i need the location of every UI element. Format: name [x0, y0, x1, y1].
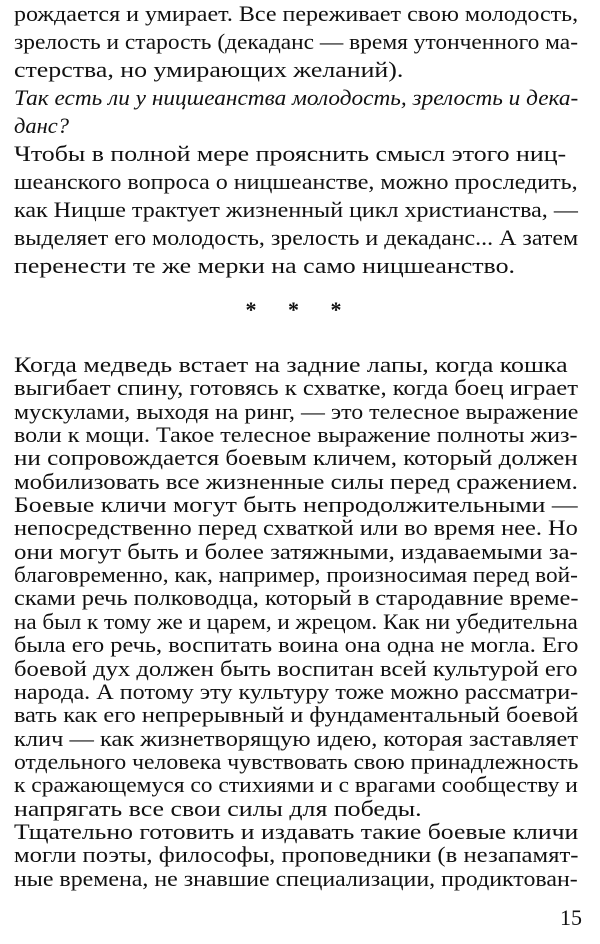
text-line: благовременно, как, например, произносимая перед вой- [14, 562, 578, 588]
text-line: мускулами, выходя на ринг, — это телесное выражение [14, 398, 579, 424]
text-line: мобилизовать все жизненные силы перед сражением. [14, 468, 578, 494]
text-line: напрягать все свои силы для победы. [14, 795, 422, 821]
text-line: непосредственно перед схваткой или во время нее. Но [14, 515, 578, 541]
text-line: перенести те же мерки на само ницшеанство. [14, 253, 515, 278]
text-line: клич — как жизнетворящую идею, которая заставляет [14, 725, 579, 751]
section-separator: * * * [245, 297, 355, 322]
text-line: Боевые кличи могут быть непродолжительными — [14, 492, 578, 518]
text-line: вать как его непрерывный и фундаментальный боевой [14, 702, 579, 728]
text-line: могли поэты, философы, проповедники (в незапамят- [14, 842, 579, 868]
text-line: к сражающемуся со стихиями и с врагами сообществу и [14, 772, 578, 798]
text-line: они могут быть и более затяжными, издаваемыми за- [14, 538, 578, 564]
text-line: стерства, но умирающих желаний). [14, 57, 404, 82]
text-line: сками речь полководца, который в стародавние време- [14, 585, 579, 611]
text-line: отдельного человека чувствовать свою принадлежность [14, 748, 579, 774]
text-line: шеанского вопроса о ницшеанстве, можно проследить, [14, 169, 578, 194]
text-line: Когда медведь встает на задние лапы, когда кошка [14, 352, 568, 377]
text-line: выделяет его молодость, зрелость и декаданс... А затем [14, 225, 579, 250]
text-line: народа. А потому эту культуру тоже можно рассматри- [14, 678, 579, 704]
text-line-italic: данс? [14, 113, 70, 138]
text-line: ные времена, не знавшие специализации, продиктован- [14, 865, 578, 891]
text-line-italic: Так есть ли у ницшеанства молодость, зрелость и дека- [14, 85, 579, 110]
text-line: выгибает спину, готовясь к схватке, когда боец играет [14, 375, 579, 401]
text-line: боевой дух должен быть воспитан всей культурой его [14, 655, 578, 681]
text-line: зрелость и старость (декаданс — время утонченного ма- [14, 29, 579, 54]
text-line: Чтобы в полной мере прояснить смысл этого ниц- [14, 141, 567, 166]
text-line: на был к тому же и царем, и жрецом. Как ни убедительна [14, 608, 578, 634]
text-line: как Ницше трактует жизненный цикл христианства, — [14, 197, 578, 222]
text-line: была его речь, воспитать воина она одна не могла. Его [14, 632, 579, 658]
page-number: 15 [560, 905, 582, 930]
text-line: воли к мощи. Такое телесное выражение полноты жиз- [14, 422, 578, 448]
text-line: ни сопровождается боевым кличем, который должен [14, 445, 578, 471]
text-line: рождается и умирает. Все переживает свою молодость, [14, 1, 579, 26]
text-line: Тщательно готовить и издавать такие боевые кличи [14, 818, 579, 844]
